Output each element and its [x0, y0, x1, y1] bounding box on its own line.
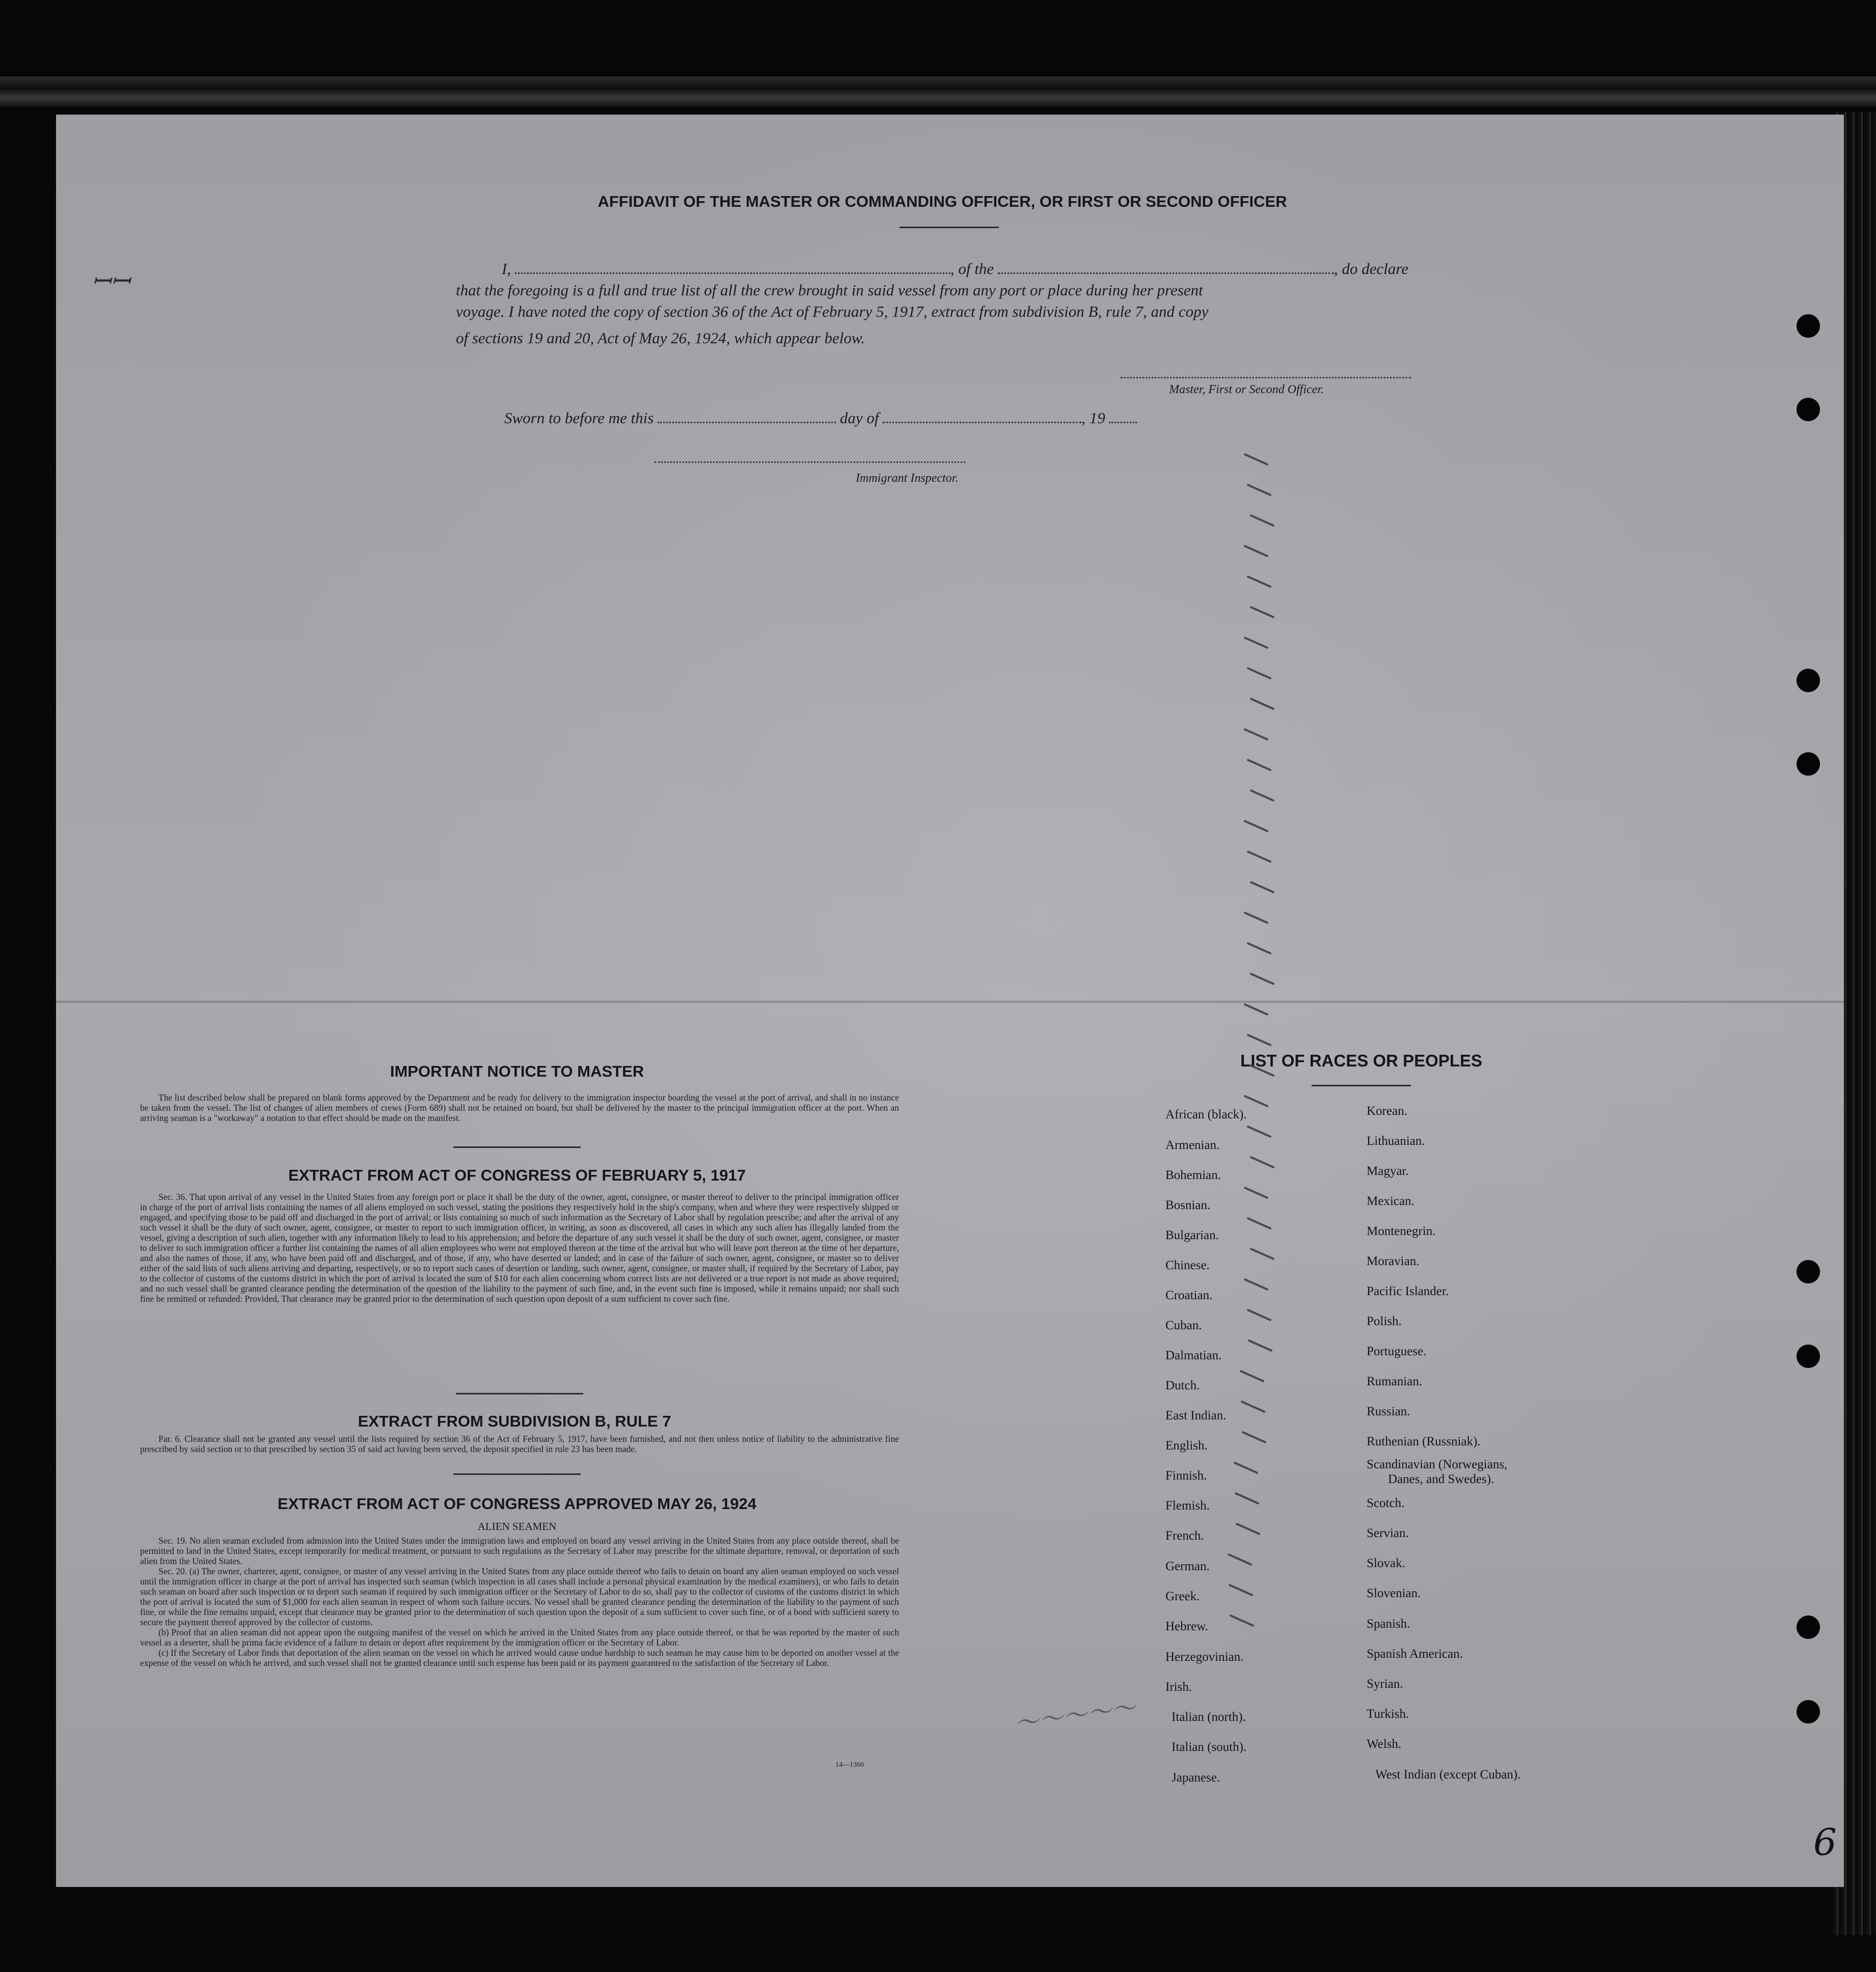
sworn-day-label: day of: [839, 409, 879, 427]
race-item: Japanese.: [1172, 1771, 1220, 1785]
race-item: Cuban.: [1165, 1319, 1202, 1332]
race-item: Pacific Islander.: [1367, 1284, 1449, 1298]
notice-title: IMPORTANT NOTICE TO MASTER: [390, 1062, 644, 1080]
race-item: Scotch.: [1367, 1496, 1405, 1510]
sworn-month-blank[interactable]: [883, 413, 1081, 423]
sec-20c-paragraph: (c) If the Secretary of Labor finds that deportation of the alien seaman on the vessel on which he arrived would cause undue hardship to such seaman he may cause him to be deported on another vessel at the expense of the vessel on which he arrived, and such vessel shall not be granted clearance until such expense has been paid or its payment guaranteed to the satisfaction of the Secretary of Labor.: [140, 1648, 899, 1668]
name-blank[interactable]: [515, 263, 950, 274]
affidavit-title: AFFIDAVIT OF THE MASTER OR COMMANDING OFFICER, OR FIRST OR SECOND OFFICER: [597, 193, 1287, 210]
sworn-day-blank[interactable]: [658, 413, 836, 423]
race-item: Ruthenian (Russniak).: [1367, 1435, 1481, 1448]
punch-hole: [1797, 398, 1820, 421]
affidavit-i: I,: [502, 260, 511, 278]
race-item: Montenegrin.: [1367, 1224, 1436, 1238]
race-item: Greek.: [1165, 1590, 1200, 1603]
race-item: Chinese.: [1165, 1258, 1210, 1272]
race-item: Moravian.: [1367, 1254, 1420, 1268]
race-item: Slovak.: [1367, 1556, 1405, 1570]
section-rule: [453, 1473, 581, 1475]
par-6-paragraph: Par. 6. Clearance shall not be granted any vessel until the lists required by section 36 of the Act of February 5, 1917, have been furnished, and not then unless notice of liability to the administrative fine prescribed by said section or to that prescribed by section 35 of said act having been served, the deposit specified in rule 23 has been made.: [140, 1434, 899, 1454]
race-item: Russian.: [1367, 1405, 1410, 1418]
race-item: Croatian.: [1165, 1289, 1213, 1302]
race-item: Slovenian.: [1367, 1586, 1421, 1600]
punch-hole: [1797, 1260, 1820, 1283]
race-item: Spanish American.: [1367, 1647, 1463, 1661]
race-item: Finnish.: [1165, 1469, 1207, 1483]
punch-hole: [1797, 314, 1820, 338]
race-item: Scandinavian (Norwegians,: [1367, 1458, 1508, 1471]
extract-1917-title: EXTRACT FROM ACT OF CONGRESS OF FEBRUARY 5, 1917: [288, 1166, 746, 1184]
affidavit-line-1: [502, 258, 1408, 280]
extract-rule7-body: [140, 1434, 899, 1454]
race-item: Irish.: [1165, 1680, 1192, 1694]
race-item: Flemish.: [1165, 1499, 1210, 1513]
vessel-blank[interactable]: [998, 263, 1334, 274]
affidavit-ofthe: , of the: [950, 260, 994, 278]
corner-number: 6: [1813, 1821, 1837, 1864]
race-item-scandinavian-continued: Danes, and Swedes).: [1388, 1472, 1494, 1486]
affidavit-line-2: that the foregoing is a full and true list of all the crew brought in said vessel from any port or place during her present: [456, 281, 1203, 299]
race-item: German.: [1165, 1559, 1210, 1573]
section-36-paragraph: Sec. 36. That upon arrival of any vessel in the United States from any foreign port or place it shall be the duty of the owner, agent, consignee, or master thereof to deliver to the principal immigration officer in charge of the port of arrival lists containing the names of all aliens employed on such vessel, stating the positions they respectively hold in the ship's company, when and where they were respectively shipped or engaged, and specifying those to be paid off and discharged in the port of arrival; or lists containing so much of such information as the Secretary of Labor shall by regulation prescribe; and after the arrival of any such vessel it shall be the duty of such owner, agent, consignee, or master to report to such immigration officer, in writing, as soon as discovered, all cases in which any such alien has illegally landed from the vessel, giving a description of such alien, together with any information likely to lead to his apprehension; and before the departure of any such vessel it shall be the duty of such owner, agent, consignee, or master to deliver to such immigration officer a further list containing the names of all alien employees who were not employed thereon at the time of the arrival but who will leave port thereon at the time of her departure, and also the names of those, if any, who have been paid off and discharged, and of those, if any, who have deserted or landed; and in case of the failure of such owner, agent, consignee, or master so to deliver either of the said lists of such aliens arriving and departing, respectively, or so to report such cases of desertion or landing, such owner, agent, consignee, or master shall, if required by the Secretary of Labor, pay to the collector of customs of the customs district in which the port of arrival is located the sum of $10 for each alien concerning whom correct lists are not delivered or a true report is not made as above required; and no such vessel shall be granted clearance pending the determination of the question of the liability to the payment of such fine, and, in the event such fine is imposed, while it remains unpaid; nor shall such fine be remitted or refunded: Provided, That clearance may be granted prior to the determination of such question upon deposit of a sum sufficient to cover such fine.: [140, 1192, 899, 1304]
section-rule: [456, 1393, 583, 1394]
sec-20b-paragraph: (b) Proof that an alien seaman did not appear upon the outgoing manifest of the vessel on which he arrived in the United States from any place outside thereof, or that he was reported by the master of such vessel as a deserter, shall be prima facie evidence of a failure to detain or deport after requirement by the immigration officer or the Secretary of Labor.: [140, 1627, 899, 1648]
section-rule: [453, 1146, 581, 1148]
race-item: Korean.: [1367, 1104, 1407, 1118]
master-signature-label: Master, First or Second Officer.: [1169, 383, 1324, 396]
sec-20a-paragraph: Sec. 20. (a) The owner, charterer, agent, consignee, or master of any vessel arriving in the United States from any place outside thereof who fails to detain on board any alien seaman employed on such vessel until the immigration officer in charge at the port of arrival has inspected such seaman (which inspection in all cases shall include a personal physical examination by the medical examiners), or who fails to detain such seaman on board after such inspection or to deport such seaman if required by such immigration officer or the Secretary of Labor to do so, shall pay to the collector of customs of the customs district in which the port of arrival is located the sum of $1,000 for each alien seaman in respect of whom such failure occurs. No vessel shall be granted clearance pending the determination of the liability to the payment of such fine, or while the fine remains unpaid, except that clearance may be granted prior to the determination of such question upon the deposit of a sum sufficient to cover such fine, or of a bond with sufficient surety to secure the payment thereof approved by the collector of customs.: [140, 1566, 899, 1627]
race-item: Mexican.: [1367, 1194, 1415, 1208]
master-signature-line[interactable]: [1121, 377, 1411, 378]
affidavit-line-4: of sections 19 and 20, Act of May 26, 1924, which appear below.: [456, 329, 865, 347]
sworn-year-label: , 19: [1081, 409, 1105, 427]
affidavit-declare: , do declare: [1334, 260, 1408, 278]
extract-1924-body: [140, 1536, 899, 1668]
sec-19-paragraph: Sec. 19. No alien seaman excluded from admission into the United States under the immigration laws and employed on board any vessel arriving in the United States from any place outside thereof, shall be permitted to land in the United States, except temporarily for medical treatment, or pursuant to such regulations as the Secretary of Labor may prescribe for the ultimate departure, removal, or deportation of such alien from the United States.: [140, 1536, 899, 1566]
race-item: Servian.: [1367, 1526, 1409, 1540]
title-rule: [900, 227, 999, 228]
race-item: Herzegovinian.: [1165, 1650, 1244, 1664]
races-title: LIST OF RACES OR PEOPLES: [1240, 1051, 1482, 1070]
race-item: Armenian.: [1165, 1138, 1220, 1152]
race-item: Lithuanian.: [1367, 1134, 1425, 1148]
race-item: Welsh.: [1367, 1737, 1402, 1751]
race-item: West Indian (except Cuban).: [1375, 1768, 1521, 1782]
notice-body: [140, 1092, 899, 1123]
inspector-signature-line[interactable]: [655, 461, 965, 463]
extract-rule7-title: EXTRACT FROM SUBDIVISION B, RULE 7: [358, 1412, 671, 1430]
race-item: English.: [1165, 1439, 1208, 1453]
race-item: Bulgarian.: [1165, 1228, 1219, 1242]
race-item: Magyar.: [1367, 1164, 1409, 1178]
race-item: African (black).: [1165, 1108, 1247, 1121]
sworn-year-blank[interactable]: [1109, 413, 1137, 423]
race-item: East Indian.: [1165, 1409, 1227, 1422]
punch-hole: [1797, 1700, 1820, 1723]
margin-mark: ꟷꟷ: [92, 268, 130, 294]
extract-1924-title: EXTRACT FROM ACT OF CONGRESS APPROVED MAY 26, 1924: [278, 1495, 756, 1513]
inspector-label: Immigrant Inspector.: [856, 472, 959, 485]
affidavit-line-3: voyage. I have noted the copy of section 36 of the Act of February 5, 1917, extract from subdivision B, rule 7, and copy: [456, 303, 1209, 320]
race-item: Dutch.: [1165, 1379, 1200, 1392]
handwritten-scribble: 〜〜〜〜〜: [1013, 1694, 1138, 1738]
punch-hole: [1797, 669, 1820, 692]
alien-seamen-subtitle: ALIEN SEAMEN: [477, 1520, 557, 1532]
race-item: Bosnian.: [1165, 1198, 1211, 1212]
punch-hole: [1797, 1345, 1820, 1368]
sworn-prefix: Sworn to before me this: [504, 409, 654, 427]
race-item: Dalmatian.: [1165, 1349, 1222, 1362]
punch-hole: [1797, 752, 1820, 776]
sworn-line: [504, 407, 1137, 429]
race-item: Polish.: [1367, 1314, 1402, 1328]
race-item: Italian (north).: [1172, 1710, 1246, 1724]
race-item: Bohemian.: [1165, 1168, 1221, 1182]
extract-1917-body: [140, 1192, 899, 1304]
race-item: Rumanian.: [1367, 1375, 1423, 1388]
race-item: French.: [1165, 1529, 1204, 1543]
race-item: Italian (south).: [1172, 1740, 1247, 1754]
scan-border-top: [0, 76, 1876, 107]
race-item: Turkish.: [1367, 1707, 1409, 1721]
race-item: Spanish.: [1367, 1617, 1410, 1631]
notice-paragraph: The list described below shall be prepared on blank forms approved by the Department and be ready for delivery to the immigration inspector boarding the vessel at the port of arrival, and shall in no instance be taken from the vessel. The list of changes of alien members of crews (Form 689) shall not be retained on board, but shall be delivered by the master to the principal immigration officer at the port. When an arriving seaman is a "workaway" a notation to that effect should be made on the manifest.: [140, 1092, 899, 1123]
punch-hole: [1797, 1615, 1820, 1639]
race-item: Portuguese.: [1367, 1345, 1427, 1358]
race-item: Syrian.: [1367, 1677, 1403, 1691]
page-fold: [56, 1001, 1844, 1003]
form-number: 14—1360: [835, 1761, 864, 1769]
race-item: Hebrew.: [1165, 1620, 1208, 1633]
races-title-rule: [1312, 1085, 1411, 1086]
